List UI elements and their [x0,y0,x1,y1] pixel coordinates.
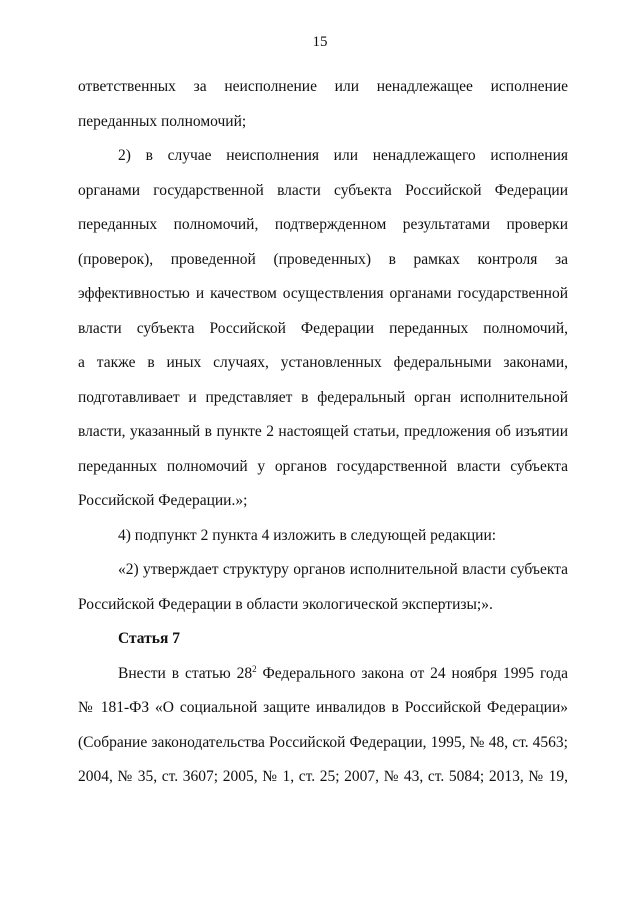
text-line: (проверок), проведенной (проведенных) в рамках контроля за [78,250,568,268]
superscript: 2 [252,663,257,674]
text-line: «2) утверждает структуру органов исполнительной власти субъекта [118,561,568,578]
text-line: переданных полномочий, подтвержденном результатами проверки [78,216,568,233]
text-line: подготавливает и представляет в федеральный орган исполнительной [78,388,568,406]
text-line [78,657,568,692]
text-fragment: Федерального закона от 24 ноября 1995 года [256,664,568,682]
text-line: эффективностью и качеством осуществления органами государственной [78,285,568,302]
text-line: переданных полномочий; [78,112,247,130]
page-number: 15 [312,34,328,50]
text-line: переданных полномочий у органов государственной власти субъекта [78,457,568,475]
text-line: а также в иных случаях, установленных федеральными законами, [78,354,568,371]
text-line: 2) в случае неисполнения или ненадлежащего исполнения [118,147,568,164]
text-line: органами государственной власти субъекта Российской Федерации [78,181,568,199]
document-body [78,70,568,795]
text-line: (Собрание законодательства Российской Федерации, 1995, № 48, ст. 4563; [78,733,568,751]
text-line: 4) подпункт 2 пункта 4 изложить в следующей редакции: [118,526,497,544]
text-line: 2004, № 35, ст. 3607; 2005, № 1, ст. 25; 2007, № 43, ст. 5084; 2013, № 19, [78,768,568,785]
text-fragment: Внести в статью 28 [118,664,253,682]
text-line: ответственных за неисполнение или ненадлежащее исполнение [78,78,568,95]
text-line: власти субъекта Российской Федерации переданных полномочий, [78,319,568,337]
text-line: Российской Федерации.»; [78,492,248,509]
article-heading: Статья 7 [118,630,180,647]
text-line: власти, указанный в пункте 2 настоящей статьи, предложения об изъятии [78,423,568,440]
text-line: № 181-ФЗ «О социальной защите инвалидов в Российской Федерации» [78,699,568,716]
text-line: Российской Федерации в области экологической экспертизы;». [78,595,493,613]
